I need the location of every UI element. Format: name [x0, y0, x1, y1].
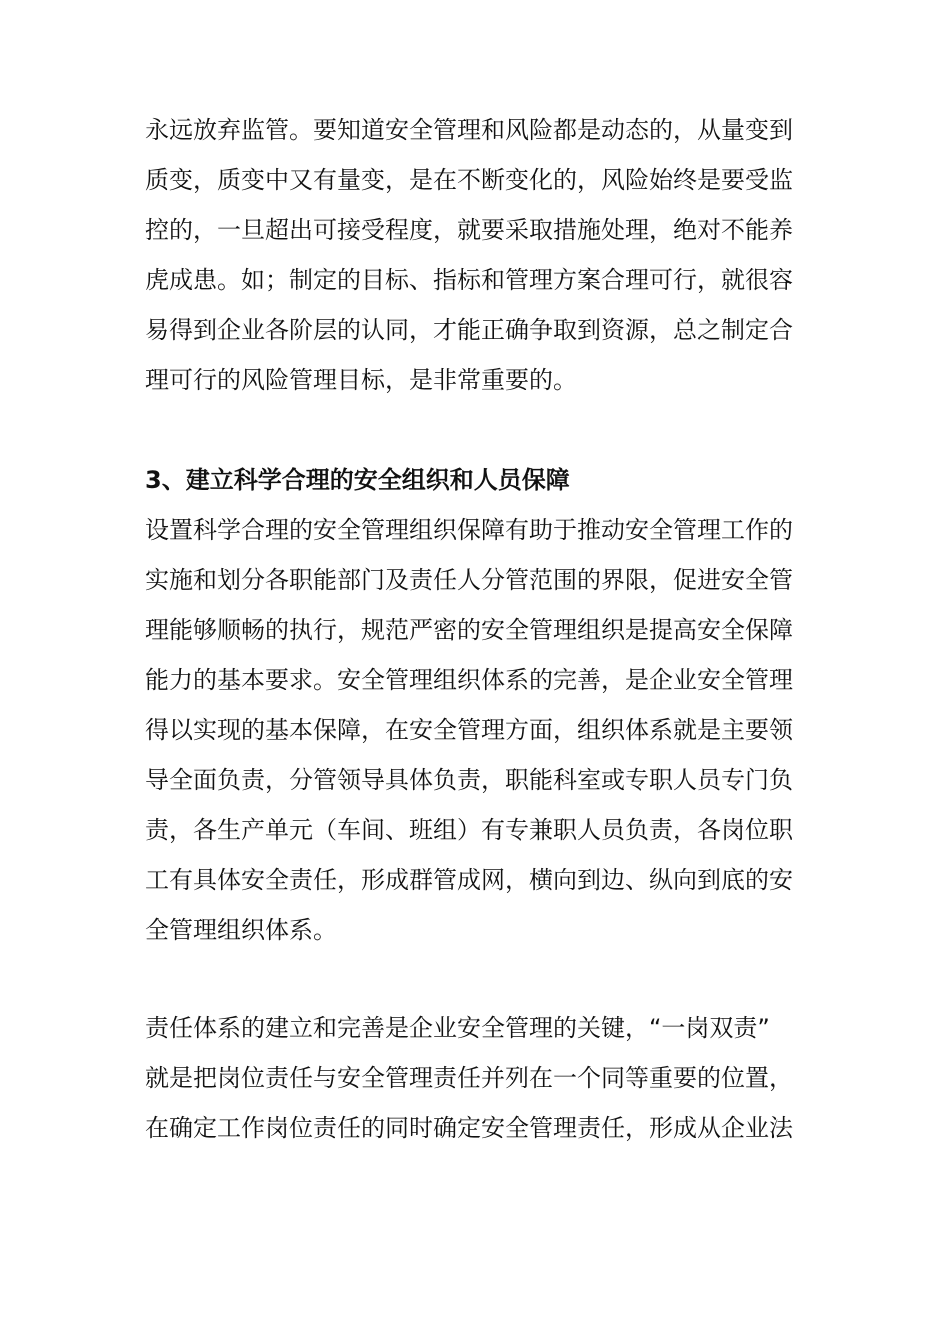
paragraph-line: 控的，一旦超出可接受程度，就要采取措施处理，绝对不能养: [145, 216, 793, 244]
paragraph-line: 理可行的风险管理目标，是非常重要的。: [145, 366, 577, 394]
paragraph-line: 全管理组织体系。: [145, 916, 337, 944]
paragraph-line: 责，各生产单元（车间、班组）有专兼职人员负责，各岗位职: [145, 816, 793, 844]
paragraph-line: 能力的基本要求。安全管理组织体系的完善，是企业安全管理: [145, 666, 793, 694]
paragraph-line: 工有具体安全责任，形成群管成网，横向到边、纵向到底的安: [145, 866, 793, 894]
paragraph-line: 质变，质变中又有量变，是在不断变化的，风险始终是要受监: [145, 166, 793, 194]
paragraph-line: 虎成患。如；制定的目标、指标和管理方案合理可行，就很容: [145, 266, 793, 294]
paragraph-line: 实施和划分各职能部门及责任人分管范围的界限，促进安全管: [145, 566, 793, 594]
paragraph-line: 易得到企业各阶层的认同，才能正确争取到资源，总之制定合: [145, 316, 793, 344]
paragraph-line: 导全面负责，分管领导具体负责，职能科室或专职人员专门负: [145, 766, 793, 794]
paragraph-line: 责任体系的建立和完善是企业安全管理的关键，“一岗双责”: [145, 1014, 770, 1042]
paragraph-line: 得以实现的基本保障，在安全管理方面，组织体系就是主要领: [145, 716, 793, 744]
paragraph-line: 永远放弃监管。要知道安全管理和风险都是动态的，从量变到: [145, 116, 793, 144]
section-heading: 3、建立科学合理的安全组织和人员保障: [145, 466, 570, 494]
paragraph-line: 设置科学合理的安全管理组织保障有助于推动安全管理工作的: [145, 516, 793, 544]
paragraph-line: 理能够顺畅的执行，规范严密的安全管理组织是提高安全保障: [145, 616, 793, 644]
paragraph-line: 就是把岗位责任与安全管理责任并列在一个同等重要的位置，: [145, 1064, 793, 1092]
paragraph-line: 在确定工作岗位责任的同时确定安全管理责任，形成从企业法: [145, 1114, 793, 1142]
